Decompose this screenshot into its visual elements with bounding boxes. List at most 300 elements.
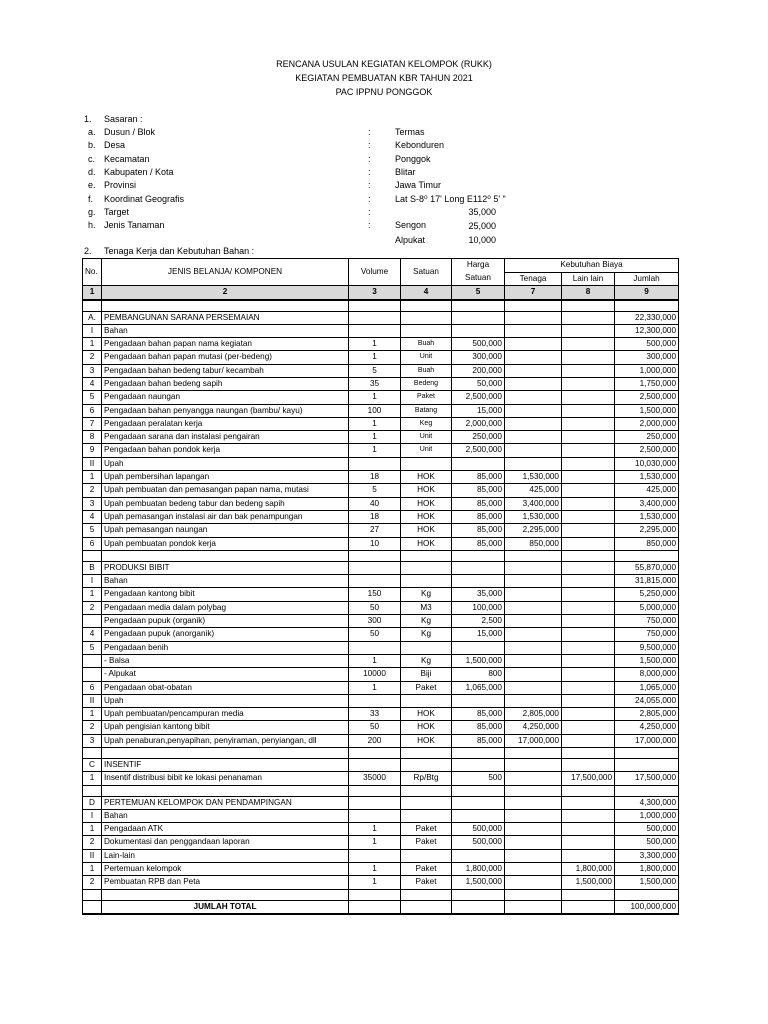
- row-lain-cell: [562, 641, 615, 654]
- row-lain-cell: [562, 417, 615, 430]
- row-harga-cell: [452, 561, 505, 574]
- empty-cell: [349, 889, 401, 900]
- row-jumlah-cell: 2,295,000: [615, 524, 679, 537]
- total-volume-cell: [349, 900, 401, 914]
- row-jumlah-cell: 1,500,000: [615, 404, 679, 417]
- row-jumlah-cell: 3,400,000: [615, 497, 679, 510]
- column-index-cell: 9: [615, 286, 679, 300]
- row-number-cell: 1: [83, 471, 102, 484]
- row-satuan-cell: [401, 324, 452, 337]
- row-lain-cell: [562, 444, 615, 457]
- row-tenaga-cell: [505, 863, 562, 876]
- row-tenaga-cell: [505, 796, 562, 809]
- row-satuan-cell: HOK: [401, 510, 452, 523]
- row-number-cell: I: [83, 809, 102, 822]
- info-item-colon: :: [368, 153, 371, 164]
- row-satuan-cell: [401, 561, 452, 574]
- row-volume-cell: [349, 561, 401, 574]
- row-component-cell: Pengadaan media dalam polybag: [102, 601, 349, 614]
- empty-cell: [505, 748, 562, 759]
- table-row: [83, 628, 679, 641]
- row-tenaga-cell: [505, 588, 562, 601]
- row-number-cell: 5: [83, 641, 102, 654]
- row-tenaga-cell: 850,000: [505, 537, 562, 550]
- row-component-cell: Pembuatan RPB dan Peta: [102, 876, 349, 889]
- row-number-cell: 9: [83, 444, 102, 457]
- empty-cell: [562, 550, 615, 561]
- row-number-cell: II: [83, 849, 102, 862]
- row-volume-cell: 18: [349, 510, 401, 523]
- row-component-cell: Pengadaan bahan pondok kerja: [102, 444, 349, 457]
- info-item-value: Ponggok: [395, 153, 431, 164]
- row-jumlah-cell: 1,530,000: [615, 471, 679, 484]
- row-satuan-cell: Kg: [401, 588, 452, 601]
- row-harga-cell: 200,000: [452, 364, 505, 377]
- table-row: [83, 391, 679, 404]
- row-number-cell: 5: [83, 391, 102, 404]
- info-item-label: Jenis Tanaman: [104, 220, 165, 231]
- empty-cell: [83, 550, 102, 561]
- row-component-cell: Pengadaan obat-obatan: [102, 681, 349, 694]
- row-jumlah-cell: 850,000: [615, 537, 679, 550]
- column-index-cell: 5: [452, 286, 505, 300]
- row-jumlah-cell: 1,530,000: [615, 510, 679, 523]
- spacer-row: [83, 300, 679, 312]
- row-jumlah-cell: 1,500,000: [615, 876, 679, 889]
- info-item-letter: g.: [88, 206, 96, 217]
- row-lain-cell: [562, 615, 615, 628]
- row-volume-cell: 5: [349, 484, 401, 497]
- row-harga-cell: 50,000: [452, 377, 505, 390]
- table-row: [83, 668, 679, 681]
- empty-cell: [102, 785, 349, 796]
- row-satuan-cell: Paket: [401, 823, 452, 836]
- row-jumlah-cell: 2,805,000: [615, 708, 679, 721]
- row-satuan-cell: [401, 694, 452, 707]
- row-satuan-cell: Paket: [401, 391, 452, 404]
- table-row: [83, 575, 679, 588]
- row-number-cell: 6: [83, 681, 102, 694]
- row-component-cell: - Balsa: [102, 654, 349, 667]
- table-row: [83, 796, 679, 809]
- row-jumlah-cell: 500,000: [615, 823, 679, 836]
- empty-cell: [562, 748, 615, 759]
- header-kebutuhan-biaya: Kebutuhan Biaya: [505, 259, 679, 273]
- row-lain-cell: [562, 497, 615, 510]
- empty-cell: [505, 300, 562, 312]
- row-volume-cell: 1: [349, 654, 401, 667]
- empty-cell: [102, 300, 349, 312]
- row-volume-cell: 1: [349, 417, 401, 430]
- row-component-cell: Upah pembuatan/pencampuran media: [102, 708, 349, 721]
- row-harga-cell: 500,000: [452, 836, 505, 849]
- info-item-value: Blitar: [395, 166, 416, 177]
- row-number-cell: A.: [83, 311, 102, 324]
- row-harga-cell: 1,800,000: [452, 863, 505, 876]
- row-harga-cell: [452, 796, 505, 809]
- row-volume-cell: 1: [349, 681, 401, 694]
- row-tenaga-cell: [505, 601, 562, 614]
- row-volume-cell: [349, 575, 401, 588]
- row-satuan-cell: Kg: [401, 654, 452, 667]
- info-item-value: Kebonduren: [395, 140, 445, 151]
- row-tenaga-cell: [505, 391, 562, 404]
- row-number-cell: [83, 615, 102, 628]
- info-item-colon: :: [368, 220, 371, 231]
- row-satuan-cell: Kg: [401, 628, 452, 641]
- row-component-cell: Pertemuan kelompok: [102, 863, 349, 876]
- row-lain-cell: 17,500,000: [562, 772, 615, 785]
- row-tenaga-cell: [505, 404, 562, 417]
- row-component-cell: Upah pemasangan naungan: [102, 524, 349, 537]
- row-number-cell: 1: [83, 863, 102, 876]
- table-row: [83, 524, 679, 537]
- info-item-letter: d.: [88, 166, 96, 177]
- row-satuan-cell: [401, 796, 452, 809]
- table-row: [83, 338, 679, 351]
- header-jumlah: Jumlah: [615, 272, 679, 286]
- table-row: [83, 734, 679, 747]
- row-number-cell: I: [83, 324, 102, 337]
- info-item-label: Koordinat Geografis: [104, 193, 185, 204]
- empty-cell: [615, 889, 679, 900]
- row-lain-cell: [562, 524, 615, 537]
- empty-cell: [349, 785, 401, 796]
- row-lain-cell: [562, 694, 615, 707]
- section-2-number: 2.: [84, 246, 92, 256]
- row-tenaga-cell: [505, 575, 562, 588]
- table-row: [83, 601, 679, 614]
- row-tenaga-cell: [505, 809, 562, 822]
- info-item-letter: c.: [88, 153, 96, 164]
- info-item-colon: :: [368, 127, 371, 137]
- column-index-row: [83, 286, 679, 300]
- info-item-value: Sengon: [395, 220, 427, 231]
- row-jumlah-cell: 5,250,000: [615, 588, 679, 601]
- empty-cell: [83, 300, 102, 312]
- row-satuan-cell: [401, 311, 452, 324]
- row-number-cell: 2: [83, 721, 102, 734]
- spacer-row: [83, 550, 679, 561]
- empty-cell: [615, 300, 679, 312]
- row-volume-cell: 10000: [349, 668, 401, 681]
- row-volume-cell: 1: [349, 823, 401, 836]
- row-component-cell: Bahan: [102, 809, 349, 822]
- row-number-cell: 2: [83, 836, 102, 849]
- row-tenaga-cell: [505, 681, 562, 694]
- row-volume-cell: [349, 809, 401, 822]
- row-lain-cell: [562, 431, 615, 444]
- row-satuan-cell: [401, 849, 452, 862]
- row-satuan-cell: HOK: [401, 537, 452, 550]
- row-jumlah-cell: 750,000: [615, 628, 679, 641]
- empty-cell: [452, 785, 505, 796]
- row-jumlah-cell: 12,300,000: [615, 324, 679, 337]
- header-jenis: JENIS BELANJA/ KOMPONEN: [102, 259, 349, 286]
- table-row: [83, 708, 679, 721]
- row-component-cell: Dokumentasi dan penggandaan laporan: [102, 836, 349, 849]
- row-harga-cell: [452, 324, 505, 337]
- header-no: No.: [83, 259, 102, 286]
- row-volume-cell: 27: [349, 524, 401, 537]
- row-component-cell: Pengadaan benih: [102, 641, 349, 654]
- row-jumlah-cell: 2,500,000: [615, 444, 679, 457]
- row-component-cell: Upah pembuatan pondok kerja: [102, 537, 349, 550]
- row-number-cell: 4: [83, 628, 102, 641]
- row-satuan-cell: Paket: [401, 863, 452, 876]
- row-volume-cell: 33: [349, 708, 401, 721]
- column-index-cell: 7: [505, 286, 562, 300]
- row-number-cell: 1: [83, 588, 102, 601]
- empty-cell: [452, 550, 505, 561]
- row-volume-cell: [349, 641, 401, 654]
- table-row: [83, 721, 679, 734]
- row-jumlah-cell: 2,500,000: [615, 391, 679, 404]
- row-volume-cell: [349, 457, 401, 470]
- alpukat-quantity: 10,000: [468, 235, 496, 245]
- row-satuan-cell: [401, 641, 452, 654]
- row-number-cell: 1: [83, 338, 102, 351]
- empty-cell: [615, 550, 679, 561]
- row-harga-cell: 85,000: [452, 497, 505, 510]
- row-component-cell: Pengadaan naungan: [102, 391, 349, 404]
- table-row: [83, 364, 679, 377]
- row-lain-cell: [562, 575, 615, 588]
- row-harga-cell: [452, 641, 505, 654]
- row-jumlah-cell: 3,300,000: [615, 849, 679, 862]
- row-harga-cell: 1,065,000: [452, 681, 505, 694]
- row-satuan-cell: Unit: [401, 351, 452, 364]
- row-harga-cell: 100,000: [452, 601, 505, 614]
- info-item-value: Lat S-8⁰ 17' Long E112⁰ 5' ": [395, 193, 506, 204]
- table-body: [83, 300, 679, 901]
- row-jumlah-cell: 2,000,000: [615, 417, 679, 430]
- row-tenaga-cell: [505, 759, 562, 772]
- row-jumlah-cell: 1,800,000: [615, 863, 679, 876]
- row-lain-cell: [562, 404, 615, 417]
- row-jumlah-cell: 5,000,000: [615, 601, 679, 614]
- row-lain-cell: 1,800,000: [562, 863, 615, 876]
- row-lain-cell: [562, 849, 615, 862]
- row-harga-cell: 85,000: [452, 524, 505, 537]
- row-volume-cell: 1: [349, 351, 401, 364]
- row-lain-cell: [562, 351, 615, 364]
- empty-cell: [452, 300, 505, 312]
- row-tenaga-cell: [505, 836, 562, 849]
- empty-cell: [452, 889, 505, 900]
- row-component-cell: Upah: [102, 457, 349, 470]
- row-harga-cell: [452, 311, 505, 324]
- empty-cell: [349, 748, 401, 759]
- row-component-cell: Upah penaburan,penyapihan, penyiraman, penyiangan, dll: [102, 734, 349, 747]
- row-volume-cell: 50: [349, 628, 401, 641]
- row-volume-cell: 50: [349, 601, 401, 614]
- empty-cell: [83, 889, 102, 900]
- info-item-letter: f.: [88, 193, 94, 204]
- row-satuan-cell: Paket: [401, 876, 452, 889]
- doc-title: RENCANA USULAN KEGIATAN KELOMPOK (RUKK): [276, 59, 492, 69]
- info-item-colon: :: [368, 193, 371, 204]
- row-tenaga-cell: [505, 823, 562, 836]
- row-number-cell: 4: [83, 377, 102, 390]
- row-number-cell: 3: [83, 497, 102, 510]
- total-tenaga-cell: [505, 900, 562, 914]
- row-harga-cell: [452, 809, 505, 822]
- row-jumlah-cell: 300,000: [615, 351, 679, 364]
- doc-subtitle: KEGIATAN PEMBUATAN KBR TAHUN 2021: [295, 73, 473, 83]
- row-harga-cell: 85,000: [452, 510, 505, 523]
- row-lain-cell: [562, 510, 615, 523]
- empty-cell: [401, 550, 452, 561]
- row-jumlah-cell: 1,000,000: [615, 364, 679, 377]
- spacer-row: [83, 785, 679, 796]
- row-tenaga-cell: [505, 444, 562, 457]
- table-row: [83, 471, 679, 484]
- total-harga-cell: [452, 900, 505, 914]
- row-tenaga-cell: [505, 654, 562, 667]
- empty-cell: [401, 889, 452, 900]
- row-satuan-cell: Bedeng: [401, 377, 452, 390]
- info-item-label: Kabupaten / Kota: [104, 166, 174, 177]
- row-volume-cell: 40: [349, 497, 401, 510]
- row-component-cell: Bahan: [102, 575, 349, 588]
- row-harga-cell: 2,500,000: [452, 444, 505, 457]
- table-row: [83, 654, 679, 667]
- info-item-value: Termas: [395, 127, 425, 137]
- row-satuan-cell: HOK: [401, 721, 452, 734]
- info-item-label: Dusun / Blok: [104, 127, 156, 137]
- row-harga-cell: 15,000: [452, 404, 505, 417]
- row-satuan-cell: Unit: [401, 431, 452, 444]
- row-satuan-cell: [401, 809, 452, 822]
- row-harga-cell: 85,000: [452, 708, 505, 721]
- row-number-cell: II: [83, 457, 102, 470]
- table-row: [83, 457, 679, 470]
- info-item-label: Desa: [104, 140, 126, 151]
- table-row: [83, 561, 679, 574]
- row-jumlah-cell: 1,500,000: [615, 654, 679, 667]
- row-component-cell: Upah pembersihan lapangan: [102, 471, 349, 484]
- row-harga-cell: [452, 759, 505, 772]
- row-lain-cell: [562, 377, 615, 390]
- row-harga-cell: 500,000: [452, 338, 505, 351]
- row-tenaga-cell: [505, 876, 562, 889]
- row-volume-cell: 50: [349, 721, 401, 734]
- empty-cell: [102, 748, 349, 759]
- total-lain-cell: [562, 900, 615, 914]
- row-harga-cell: 300,000: [452, 351, 505, 364]
- row-satuan-cell: HOK: [401, 484, 452, 497]
- row-volume-cell: [349, 694, 401, 707]
- spacer-row: [83, 889, 679, 900]
- header-harga-line2: Satuan: [452, 272, 505, 286]
- row-number-cell: 6: [83, 537, 102, 550]
- table-row: [83, 324, 679, 337]
- row-component-cell: Upah pembuatan bedeng tabur dan bedeng sapih: [102, 497, 349, 510]
- row-volume-cell: [349, 324, 401, 337]
- row-number-cell: 3: [83, 734, 102, 747]
- row-number-cell: 2: [83, 484, 102, 497]
- row-jumlah-cell: [615, 759, 679, 772]
- row-volume-cell: 1: [349, 391, 401, 404]
- row-jumlah-cell: 1,065,000: [615, 681, 679, 694]
- row-component-cell: Pengadaan ATK: [102, 823, 349, 836]
- row-satuan-cell: HOK: [401, 497, 452, 510]
- row-satuan-cell: Paket: [401, 836, 452, 849]
- row-number-cell: 5: [83, 524, 102, 537]
- row-harga-cell: 35,000: [452, 588, 505, 601]
- row-tenaga-cell: 17,000,000: [505, 734, 562, 747]
- row-harga-cell: 2,000,000: [452, 417, 505, 430]
- info-item-value: Jawa Timur: [395, 180, 442, 191]
- row-tenaga-cell: [505, 641, 562, 654]
- empty-cell: [505, 550, 562, 561]
- row-harga-cell: 800: [452, 668, 505, 681]
- budget-table: [82, 258, 679, 915]
- empty-cell: [452, 748, 505, 759]
- row-volume-cell: 10: [349, 537, 401, 550]
- row-volume-cell: 35000: [349, 772, 401, 785]
- row-jumlah-cell: 8,000,000: [615, 668, 679, 681]
- alpukat-label: Alpukat: [395, 235, 426, 245]
- row-component-cell: PERTEMUAN KELOMPOK DAN PENDAMPINGAN: [102, 796, 349, 809]
- row-satuan-cell: Kg: [401, 615, 452, 628]
- row-harga-cell: 500,000: [452, 823, 505, 836]
- row-number-cell: 4: [83, 510, 102, 523]
- row-tenaga-cell: [505, 431, 562, 444]
- table-row: [83, 510, 679, 523]
- row-jumlah-cell: 500,000: [615, 836, 679, 849]
- row-satuan-cell: Batang: [401, 404, 452, 417]
- table-row: [83, 537, 679, 550]
- row-lain-cell: [562, 364, 615, 377]
- row-lain-cell: [562, 759, 615, 772]
- row-tenaga-cell: 2,295,000: [505, 524, 562, 537]
- column-index-cell: 2: [102, 286, 349, 300]
- row-component-cell: Bahan: [102, 324, 349, 337]
- empty-cell: [102, 550, 349, 561]
- table-row: [83, 431, 679, 444]
- row-lain-cell: [562, 734, 615, 747]
- row-tenaga-cell: [505, 668, 562, 681]
- row-volume-cell: 1: [349, 444, 401, 457]
- row-volume-cell: [349, 759, 401, 772]
- row-harga-cell: [452, 694, 505, 707]
- row-satuan-cell: HOK: [401, 471, 452, 484]
- row-tenaga-cell: 3,400,000: [505, 497, 562, 510]
- row-lain-cell: [562, 668, 615, 681]
- row-jumlah-cell: 10,030,000: [615, 457, 679, 470]
- row-component-cell: PRODUKSI BIBIT: [102, 561, 349, 574]
- row-number-cell: 2: [83, 601, 102, 614]
- row-volume-cell: 100: [349, 404, 401, 417]
- row-number-cell: 2: [83, 351, 102, 364]
- row-component-cell: Upah: [102, 694, 349, 707]
- empty-cell: [505, 785, 562, 796]
- row-tenaga-cell: [505, 417, 562, 430]
- table-row: [83, 404, 679, 417]
- row-volume-cell: [349, 796, 401, 809]
- row-harga-cell: [452, 849, 505, 862]
- row-satuan-cell: Buah: [401, 364, 452, 377]
- row-number-cell: [83, 668, 102, 681]
- row-component-cell: Pengadaan pupuk (anorganik): [102, 628, 349, 641]
- info-item-colon: :: [368, 206, 371, 217]
- table-row: [83, 311, 679, 324]
- empty-cell: [505, 889, 562, 900]
- row-tenaga-cell: 1,530,000: [505, 471, 562, 484]
- row-volume-cell: 1: [349, 836, 401, 849]
